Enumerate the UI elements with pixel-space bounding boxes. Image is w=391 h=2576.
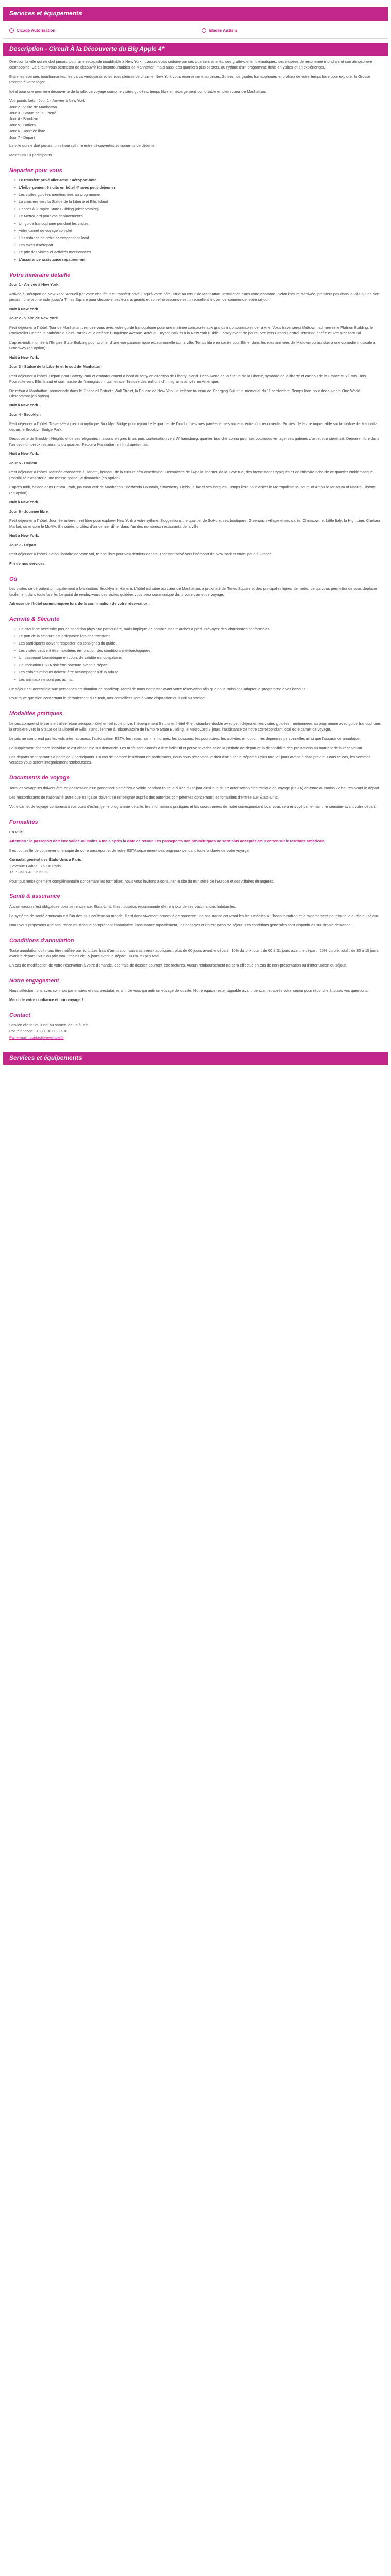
list-item: • L'assistance de notre correspondant local xyxy=(14,235,382,241)
day-paragraph: L'après-midi, montée à l'Empire State Building pour profiter d'une vue panoramique exceptionnelle sur la ville. Temps libre en soirée pour flâner dans les rues animées de Midtown ou assister à une comédie musicale à Broadway (en option). xyxy=(9,340,376,350)
formalities-paragraph: Il est conseillé de conserver une copie de votre passeport et de votre ESTA séparément des originaux pendant toute la durée de votre voyage. xyxy=(9,848,250,853)
services-section-header xyxy=(3,7,388,21)
day-paragraph: De retour à Manhattan, promenade dans le Financial District : Wall Street, la Bourse de New York, le célèbre taureau de Charging Bull et le mémorial du 11 septembre. Temps libre pour découvrir le One World Observatory (en option). xyxy=(9,388,361,399)
intro-line: Jour 5 - Harlem xyxy=(9,123,36,128)
circle-icon xyxy=(202,28,206,33)
included-list xyxy=(14,178,382,262)
day-paragraph: Nuit à New York. xyxy=(9,403,39,408)
day-paragraph: Nuit à New York. xyxy=(9,354,39,360)
practical-paragraph: Le prix comprend le transfert aller-retour aéroport-hôtel en véhicule privé, l'hébergement 6 nuits en hôtel 4* en chambre double avec petit-déjeuner, les visites guidées mentionnées au programme avec guide francophone, la croisière vers la Statue de la Liberté et Ellis Island, l'entrée à l'observatoire de l'Empire State Building, le MetroCard 7 jours, l'assistance de notre correspondant local et le carnet de voyage. xyxy=(9,721,381,732)
day-block xyxy=(9,509,382,539)
list-item: • L'autorisation ESTA doit être obtenue avant le départ. xyxy=(14,663,382,668)
list-item: • Le port de la ceinture est obligatoire lors des transferts. xyxy=(14,634,382,639)
consulate-address: 2 avenue Gabriel, 75008 Paris xyxy=(9,863,61,868)
consulate-phone: Tél : +33 1 43 12 22 22 xyxy=(9,869,49,874)
day-paragraph: Petit déjeuner à l'hôtel. Départ pour Battery Park et embarquement à bord du ferry en direction de Liberty Island. Découverte de la Statue de la Liberté, symbole de la liberté et cadeau de la France aux États-Unis. Poursuite vers Ellis Island et son musée de l'immigration, qui retrace l'histoire des millions d'immigrants arrivés en Amérique. xyxy=(9,373,367,384)
activity-heading: Activité & Sécurité xyxy=(9,616,60,622)
page xyxy=(0,7,391,1077)
list-item: • Un passeport biométrique en cours de validité est obligatoire. xyxy=(14,655,382,661)
day-paragraph: Nuit à New York. xyxy=(9,533,39,538)
day-title: Jour 3 - Statue de la Liberté et le sud de Manhattan xyxy=(9,364,102,369)
intro-paragraph: Entre les avenues bouillonnantes, les parcs verdoyants et les rues pleines de charme, New York vous réserve mille surprises. Suivez nos guides francophones et profitez de votre temps libre pour explorer la Grosse Pomme à votre façon. xyxy=(9,74,371,84)
included-heading: Népartez pour vous xyxy=(9,167,62,174)
documents-paragraph: Tous les voyageurs doivent être en possession d'un passeport biométrique valide pendant toute la durée du séjour ainsi que d'une autorisation électronique de voyage (ESTA) obtenue au moins 72 heures avant le départ. xyxy=(9,785,380,790)
intro-paragraph: La ville qui ne dort jamais, un séjour rythmé entre découvertes et moments de détente. xyxy=(9,143,156,148)
cancellation-paragraph: Toute annulation doit nous être notifiée par écrit. Les frais d'annulation suivants seront appliqués : plus de 60 jours avant le départ : 10% du prix total ; de 60 à 31 jours avant le départ : 25% du prix total ; de 30 à 15 jours avant le départ : 50% du prix total ; moins de 15 jours avant le départ : 100% du prix total. xyxy=(9,947,379,958)
tabs xyxy=(3,24,388,39)
circle-icon xyxy=(9,28,14,33)
list-item: • Les enfants mineurs doivent être accompagnés d'un adulte. xyxy=(14,670,382,675)
documents-heading: Documents de voyage xyxy=(9,775,70,782)
intro-paragraph: Idéal pour une première découverte de la ville, ce voyage combine visites guidées, temps libre et hébergement confortable en plein cœur de Manhattan. xyxy=(9,89,266,94)
tab-label: Cicadé Autorisation xyxy=(17,28,56,33)
tab-label: Idades Autism xyxy=(209,28,237,33)
health-paragraph: Nous vous proposons une assurance multirisque comprenant l'annulation, l'assistance rapatriement, les bagages et l'interruption de séjour. Les conditions générales sont disponibles sur simple demande. xyxy=(9,922,352,927)
formalities-warning: Attention : le passeport doit être valide au moins 6 mois après la date de retour. Les passeports non biométriques ne sont plus acceptés pour entrer sur le territoire américain. xyxy=(9,838,326,843)
day-title: Jour 2 - Visite de New York xyxy=(9,315,58,320)
where-paragraph: Les visites se déroulent principalement à Manhattan, Brooklyn et Harlem. L'hôtel est situé au cœur de Manhattan, à proximité de Times Square et des principales lignes de métro, ce qui vous permettra de vous déplacer facilement dans toute la ville. Le point de rendez-vous des visites guidées vous sera communiqué dans votre carnet de voyage. xyxy=(9,586,378,597)
contact-line[interactable]: Par téléphone : +33 1 00 00 00 00 xyxy=(9,1029,67,1034)
practical-paragraph: Le supplément chambre individuelle est disponible sur demande. Les tarifs sont donnés à titre indicatif et peuvent varier selon la période de départ et la disponibilité des prestations au moment de la réservation. xyxy=(9,745,363,750)
description-section-header xyxy=(3,43,388,56)
services-section-title: Services et équipements xyxy=(9,10,82,18)
day-block xyxy=(9,316,382,361)
day-block xyxy=(9,364,382,409)
health-heading: Santé & assurance xyxy=(9,893,60,900)
description-section-title: Description - Circuit À la Découverte du Big Apple 4* xyxy=(9,45,165,53)
list-item: • Les visites guidées mentionnées au programme xyxy=(14,192,382,198)
tab-cicade[interactable] xyxy=(3,24,196,38)
list-item: • La croisière vers la Statue de la Liberté et Ellis Island xyxy=(14,199,382,205)
intro-paragraph: Direction la ville qui ne dort jamais, pour une escapade inoubliable à New York ! Laissez-vous séduire par ses quartiers animés, ses gratte-ciel emblématiques, ses musées de renommée mondiale et son atmosphère cosmopolite. Ce circuit vous permettra de découvrir les incontournables de Manhattan, mais aussi des quartiers plus secrets, au rythme d'un programme riche en visites et en expériences. xyxy=(9,59,372,70)
list-item: • Les taxes d'aéroport xyxy=(14,243,382,248)
day-paragraph: Fin de nos services. xyxy=(9,561,46,566)
intro-line: Jour 6 - Journée libre xyxy=(9,129,45,134)
consulate-name: Consulat général des États-Unis à Paris xyxy=(9,857,82,862)
commitment-heading: Notre engagement xyxy=(9,977,59,984)
list-item: • Les visites peuvent être modifiées en fonction des conditions météorologiques. xyxy=(14,648,382,654)
list-item: • Le transfert privé aller-retour aéroport-hôtel xyxy=(14,178,382,183)
day-paragraph: Arrivée à l'aéroport de New York. Accueil par votre chauffeur et transfert privé jusqu'à votre hôtel situé au cœur de Manhattan. Installation dans votre chambre. Selon l'heure d'arrivée, premiers pas dans la ville qui ne dort jamais : une promenade jusqu'à Times Square pour découvrir ses écrans géants et son effervescence est un excellent moyen de commencer votre séjour. xyxy=(9,292,380,302)
list-item: • Ce circuit ne nécessite pas de condition physique particulière, mais implique de nombreuses marches à pied. Prévoyez des chaussures confortables. xyxy=(14,626,382,632)
day-paragraph: Petit déjeuner à l'hôtel. Selon l'horaire de votre vol, temps libre pour vos derniers achats. Transfert privé vers l'aéroport de New York et envol pour la France. xyxy=(9,551,273,556)
day-block xyxy=(9,543,382,567)
activity-list xyxy=(14,626,382,683)
commitment-paragraph: Nous sélectionnons avec soin nos partenaires et nos prestataires afin de vous garantir un voyage de qualité. Notre équipe reste joignable avant, pendant et après votre séjour pour répondre à toutes vos questions. xyxy=(9,988,368,993)
itinerary-heading: Votre itinéraire détaillé xyxy=(9,272,71,278)
intro-line: Jour 7 - Départ xyxy=(9,135,35,140)
day-block xyxy=(9,461,382,505)
practical-paragraph: Le prix ne comprend pas les vols internationaux, l'autorisation ESTA, les repas non mentionnés, les boissons, les pourboires, les activités en option, les dépenses personnelles ainsi que l'assurance annulation. xyxy=(9,736,362,741)
day-title: Jour 6 - Journée libre xyxy=(9,509,48,514)
intro-line: Jour 4 - Brooklyn xyxy=(9,116,38,122)
day-paragraph: Découverte de Brooklyn Heights et de ses élégantes maisons en grès brun, puis continuation vers Williamsburg, quartier branché connu pour ses boutiques vintage, ses galeries d'art et son street art. Déjeuner libre dans l'un des nombreux restaurants du quartier. Retour à Manhattan en fin d'après-midi. xyxy=(9,436,380,447)
day-paragraph: Nuit à New York. xyxy=(9,307,39,311)
contact-email-link[interactable]: Par e-mail : contact@exemple.fr xyxy=(9,1035,64,1040)
activity-note: Pour toute question concernant le déroulement du circuit, nos conseillers sont à votre disposition du lundi au samedi. xyxy=(9,696,207,701)
list-item: • L'assurance assistance rapatriement xyxy=(14,257,382,263)
activity-note: Ce séjour est accessible aux personnes en situation de handicap. Merci de nous contacter avant votre réservation afin que nous puissions adapter le programme à vos besoins. xyxy=(9,686,307,691)
commitment-paragraph: Merci de votre confiance et bon voyage ! xyxy=(9,997,83,1002)
formalities-heading: Formalités xyxy=(9,819,38,825)
day-paragraph: Nuit à New York. xyxy=(9,451,39,456)
day-title: Jour 5 - Harlem xyxy=(9,461,37,466)
documents-paragraph: Les ressortissants de nationalité autre que française doivent se renseigner auprès des autorités compétentes concernant les formalités d'entrée aux États-Unis. xyxy=(9,794,279,800)
cancellation-heading: Conditions d'annulation xyxy=(9,937,74,944)
list-item: • Les participants doivent respecter les consignes du guide. xyxy=(14,641,382,647)
bottom-section-header xyxy=(3,1052,388,1065)
day-title: Jour 7 - Départ xyxy=(9,542,37,547)
day-title: Jour 4 - Brooklyn xyxy=(9,412,41,417)
health-paragraph: Aucun vaccin n'est obligatoire pour se rendre aux États-Unis. Il est toutefois recommandé d'être à jour de ses vaccinations habituelles. xyxy=(9,904,236,909)
list-item: • L'accès à l'Empire State Building (observatoire) xyxy=(14,207,382,212)
intro-paragraph: Maximum : 8 participants xyxy=(9,152,52,158)
practical-heading: Modalités pratiques xyxy=(9,710,63,717)
day-block xyxy=(9,282,382,312)
list-item: • Votre carnet de voyage complet xyxy=(14,228,382,234)
tab-idades[interactable] xyxy=(196,24,388,38)
day-title: Jour 1 - Arrivée à New York xyxy=(9,282,59,287)
formalities-lead: En ville xyxy=(9,829,23,834)
list-item: • Le MetroCard pour vos déplacements xyxy=(14,214,382,219)
intro-line: Jour 2 - Visite de Manhattan xyxy=(9,104,57,109)
list-item: • Le prix des visites et activités mentionnées xyxy=(14,250,382,256)
formalities-paragraph: Pour tout renseignement complémentaire concernant les formalités, nous vous invitons à consulter le site du ministère de l'Europe et des Affaires étrangères. xyxy=(9,878,274,884)
day-paragraph: Nuit à New York. xyxy=(9,499,39,504)
day-paragraph: Petit déjeuner à l'hôtel. Matinée consacrée à Harlem, berceau de la culture afro-américaine. Découverte de l'Apollo Theater, de la 125e rue, des brownstones typiques et de l'histoire riche de ce quartier emblématique. Possibilité d'assister à une messe gospel le dimanche (en option). xyxy=(9,470,374,481)
day-paragraph: Petit déjeuner à l'hôtel. Tour de Manhattan : rendez-vous avec votre guide francophone pour une matinée consacrée aux grands incontournables de la ville. Vous traverserez Midtown, admirerez le Flatiron Building, le Rockefeller Center, la cathédrale Saint-Patrick et la célèbre Cinquième Avenue. Arrêt au Bryant Park et à la New York Public Library avant de poursuivre vers Grand Central Terminal, chef-d'œuvre architectural. xyxy=(9,325,373,335)
day-paragraph: Petit déjeuner à l'hôtel. Journée entièrement libre pour explorer New York à votre rythme. Suggestions : le quartier de SoHo et ses boutiques, Greenwich Village et ses cafés, Chinatown et Little Italy, la High Line, Chelsea Market, ou encore le MoMA. En soirée, profitez d'un dernier dîner dans l'un des nombreux restaurants de la ville. xyxy=(9,518,380,529)
practical-paragraph: Les départs sont garantis à partir de 2 participants. En cas de nombre insuffisant de participants, nous nous réservons le droit d'annuler le départ au plus tard 21 jours avant la date prévue. Dans ce cas, les sommes versées vous seront intégralement remboursées. xyxy=(9,754,371,765)
day-block xyxy=(9,412,382,457)
list-item: • L'hébergement 6 nuits en hôtel 4* avec petit-déjeuner xyxy=(14,185,382,191)
contact-line: Service client : du lundi au samedi de 9h à 19h xyxy=(9,1023,89,1028)
intro-line: Jour 3 - Statue de la Liberté xyxy=(9,110,57,115)
bottom-section-title: Services et équipements xyxy=(9,1054,82,1062)
intro-line: Vos points forts : Jour 1 - Arrivée à New York xyxy=(9,98,85,103)
where-heading: Où xyxy=(9,575,18,582)
contact-heading: Contact xyxy=(9,1012,30,1019)
list-item: • Un guide francophone pendant les visites xyxy=(14,221,382,227)
description-content xyxy=(3,56,388,1041)
day-paragraph: L'après-midi, balade dans Central Park, poumon vert de Manhattan : Bethesda Fountain, Strawberry Fields, le lac et ses barques. Temps libre pour visiter le Metropolitan Museum of Art ou le Museum of Natural History (en option). xyxy=(9,484,376,495)
where-paragraph: Adresse de l'hôtel communiquée lors de la confirmation de votre réservation. xyxy=(9,601,150,606)
health-paragraph: Le système de santé américain est l'un des plus coûteux au monde. Il est donc vivement conseillé de souscrire une assurance couvrant les frais médicaux, l'hospitalisation et le rapatriement pour toute la durée du séjour. xyxy=(9,913,379,918)
cancellation-paragraph: En cas de modification de votre réservation à votre demande, des frais de dossier pourront être facturés. Aucun remboursement ne sera effectué en cas de non-présentation ou d'interruption du séjour. xyxy=(9,962,347,968)
documents-paragraph: Votre carnet de voyage comprenant vos bons d'échange, le programme détaillé, les informations pratiques et les coordonnées de notre correspondant local vous sera envoyé par e-mail une semaine avant votre départ. xyxy=(9,804,377,809)
list-item: • Les animaux ne sont pas admis. xyxy=(14,677,382,683)
day-paragraph: Petit déjeuner à l'hôtel. Traversée à pied du mythique Brooklyn Bridge pour rejoindre le quartier de Dumbo, ses rues pavées et ses anciens entrepôts reconvertis. Profitez de la vue imprenable sur la skyline de Manhattan depuis le Brooklyn Bridge Park. xyxy=(9,421,380,432)
